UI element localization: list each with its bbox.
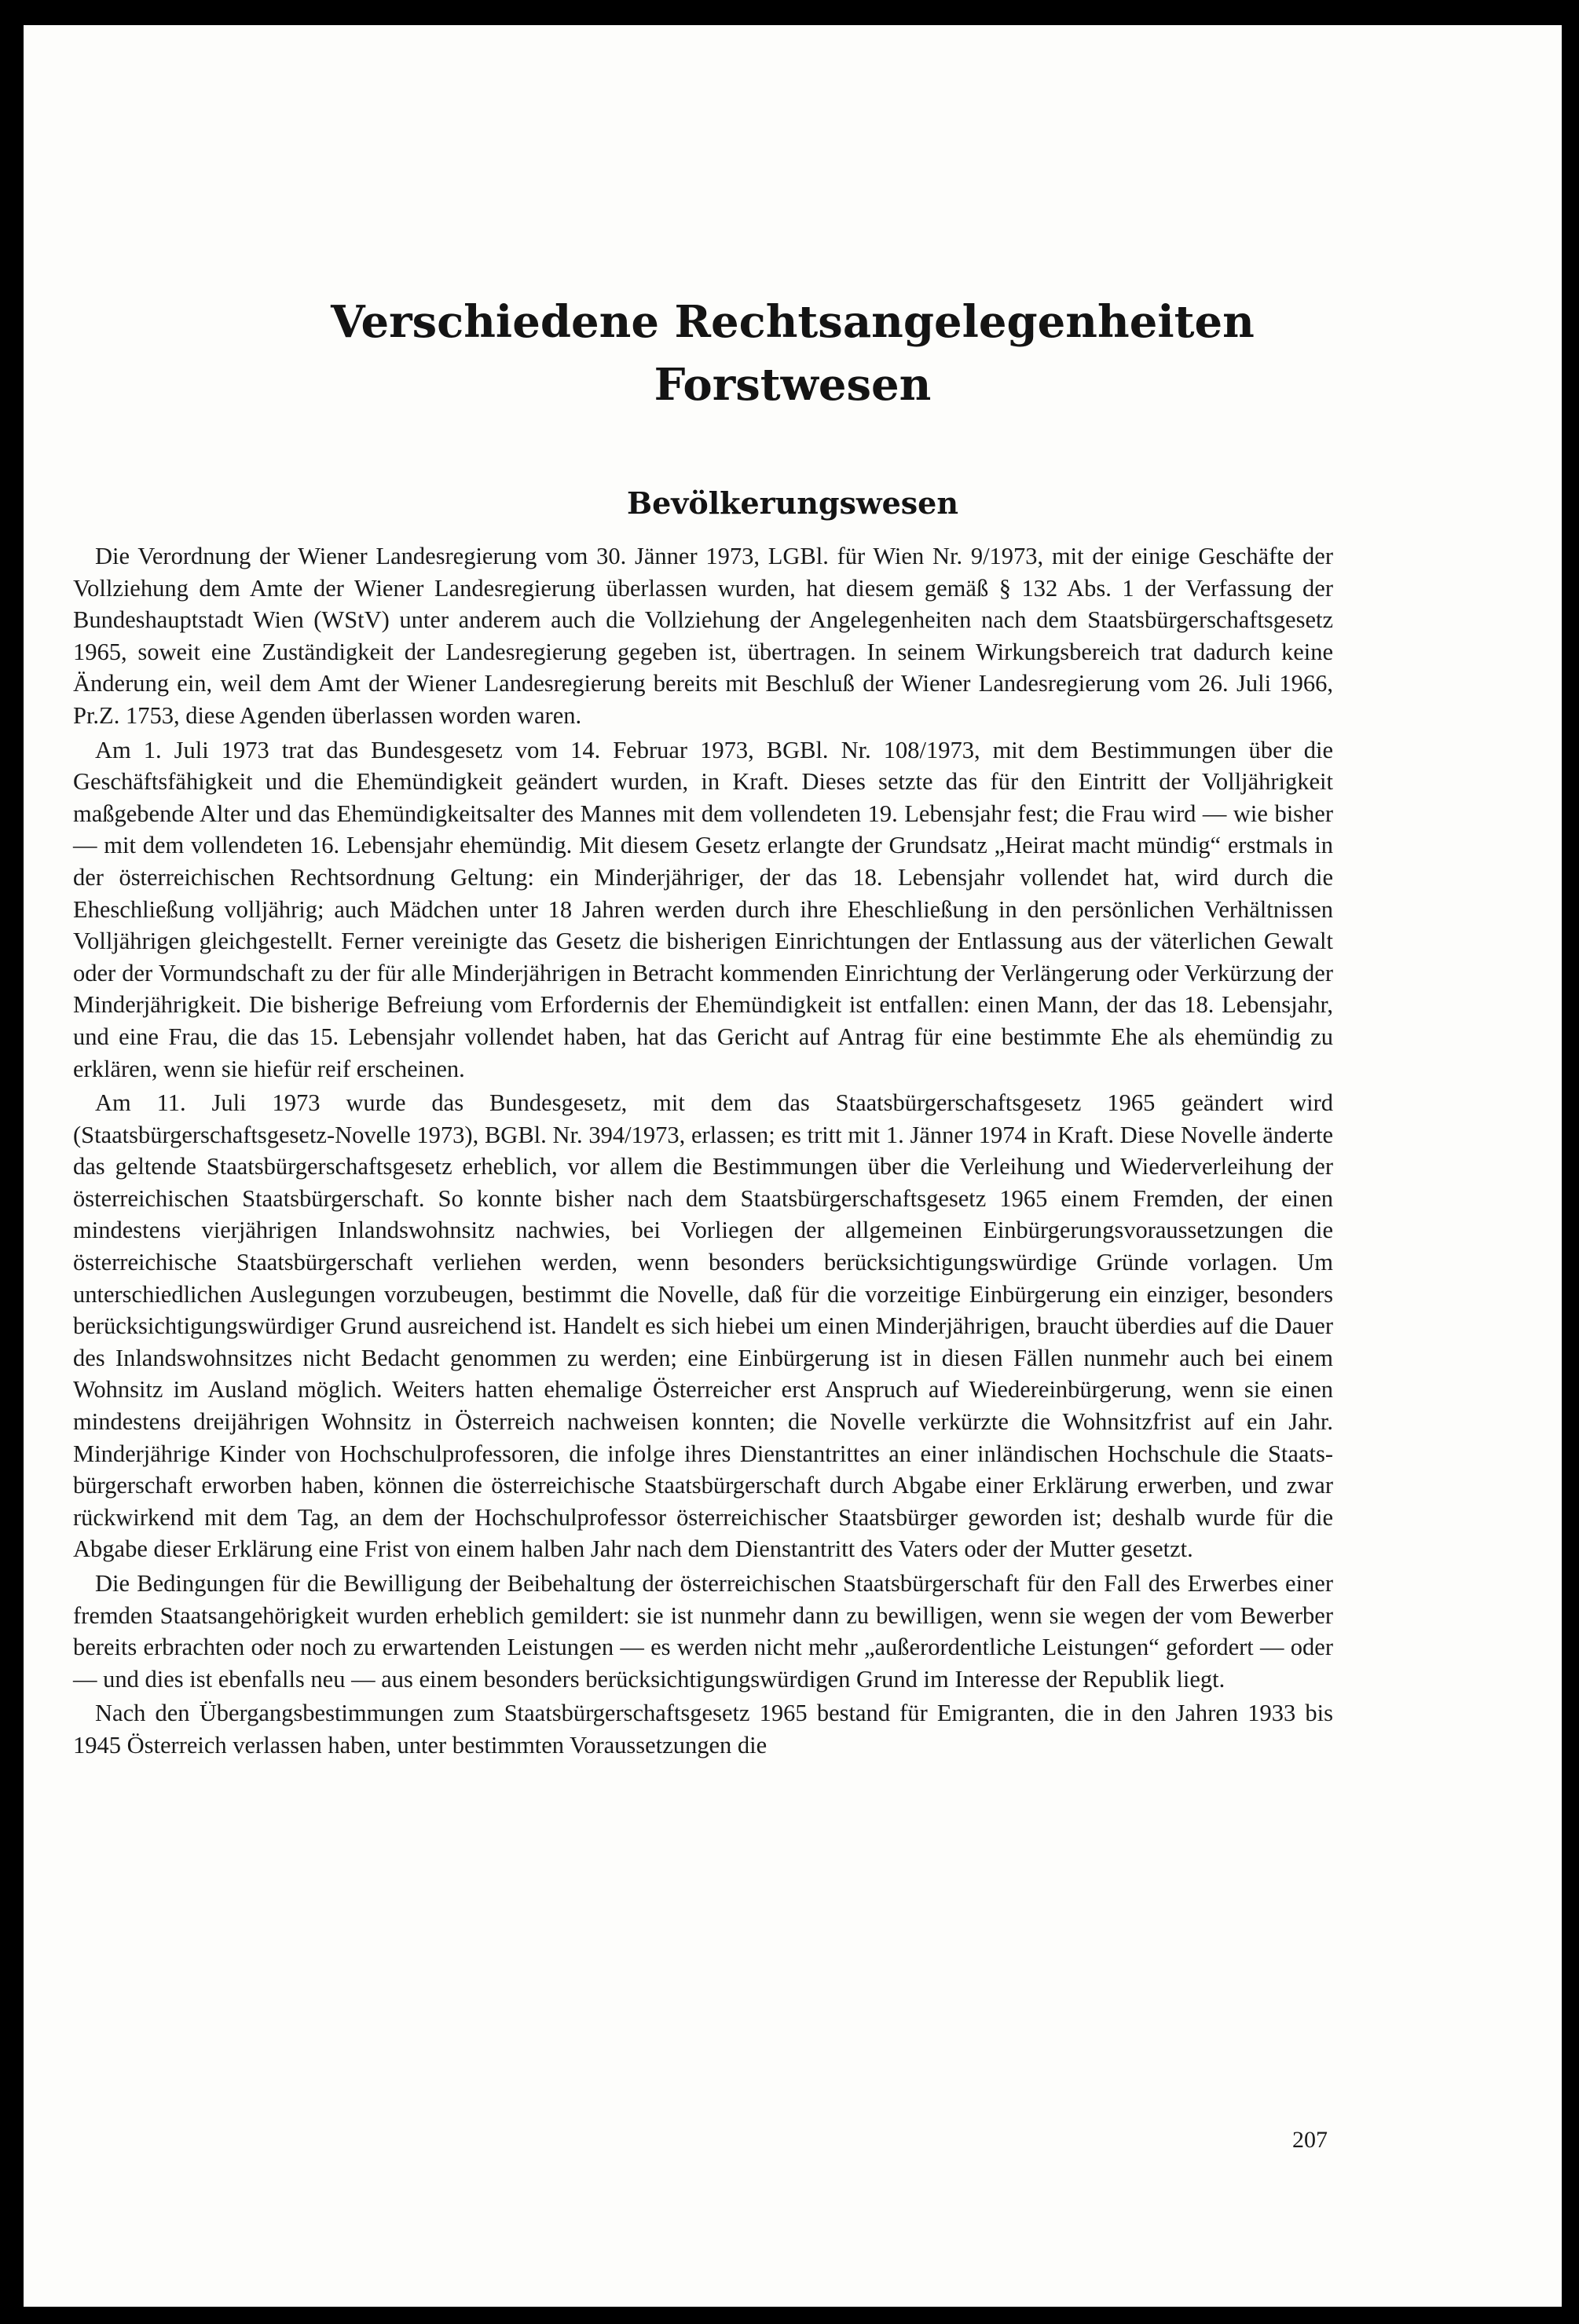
paragraph: Am 11. Juli 1973 wurde das Bundesgesetz, mit dem das Staatsbürgerschaftsgesetz 1965 geändert wird (Staatsbürgerschaftsgesetz-Novelle 1973), BGBl. Nr. 394/1973, erlassen; es tritt mit 1. Jänner 1974 in Kraft. Diese Novelle änderte das geltende Staatsbürgerschaftsgesetz erheblich, vor allem die Bestimmungen über die Verleihung und Wiederverleihung der österreichischen Staatsbürgerschaft. So konnte bisher nach dem Staatsbürgerschaftsgesetz 1965 einem Fremden, der einen mindestens vierjährigen Inlandswohnsitz nachwies, bei Vorliegen der allgemeinen Einbürgerungsvoraussetzungen die österreichische Staatsbürgerschaft verliehen werden, wenn besonders berücksichtigungswürdige Gründe vorlagen. Um unterschiedlichen Auslegungen vorzubeugen, bestimmt die Novelle, daß für die vorzeitige Einbürgerung ein einziger, besonders berücksichtigungswürdiger Grund ausreichend ist. Handelt es sich hiebei um einen Minderjährigen, braucht überdies auf die Dauer des Inlandswohnsitzes nicht Bedacht genommen zu werden; eine Einbürgerung ist in diesen Fällen nunmehr auch bei einem Wohnsitz im Ausland möglich. Weiters hatten ehemalige Österreicher erst Anspruch auf Wiedereinbürgerung, wenn sie einen mindestens dreijährigen Wohnsitz in Österreich nachweisen konnten; die Novelle verkürzte die Wohnsitzfrist auf ein Jahr. Minderjährige Kinder von Hochschulprofessoren, die infolge ihres Dienstantrittes an einer inländischen Hochschule die Staatsbürgerschaft erworben haben, können die österreichische Staatsbürgerschaft durch Abgabe einer Erklärung erwerben, und zwar rückwirkend mit dem Tag, an dem der Hochschulprofessor österreichischer Staatsbürger geworden ist; deshalb wurde für die Abgabe dieser Erklärung eine Frist von einem halben Jahr nach dem Dienstantritt des Vaters oder der Mutter gesetzt. (73, 1089, 1333, 1563)
paragraph: Die Bedingungen für die Bewilligung der Beibehaltung der österreichischen Staatsbürgerschaft für den Fall des Erwerbes einer fremden Staatsangehörigkeit wurden erheblich gemildert: sie ist nunmehr dann zu bewilligen, wenn sie wegen der vom Bewerber bereits erbrachten oder noch zu erwartenden Leistungen — es werden nicht mehr „außerordentliche Leistungen“ gefordert — oder — und dies ist ebenfalls neu — aus einem besonders berücksichtigungswürdigen Grund im Interesse der Republik liegt. (73, 1570, 1333, 1693)
paragraph: Die Verordnung der Wiener Landesregierung vom 30. Jänner 1973, LGBl. für Wien Nr. 9/1973, mit der einige Geschäfte der Vollziehung dem Amte der Wiener Landesregierung überlassen wurden, hat diesem gemäß § 132 Abs. 1 der Verfassung der Bundeshauptstadt Wien (WStV) unter anderem auch die Vollziehung der Angelegenheiten nach dem Staatsbürgerschaftsgesetz 1965, soweit eine Zuständigkeit der Landesregierung gegeben ist, übertragen. In seinem Wirkungsbereich trat dadurch keine Änderung ein, weil dem Amt der Wiener Landesregierung bereits mit Beschluß der Wiener Landesregierung vom 26. Juli 1966, Pr.Z. 1753, diese Agenden überlassen worden waren. (73, 543, 1333, 729)
section-heading: Bevölkerungswesen (627, 485, 958, 521)
document-page (24, 25, 1562, 2307)
page-number: 207 (1292, 2127, 1328, 2153)
body-text (73, 540, 1333, 1764)
page-title: Verschiedene Rechtsangelegenheiten (331, 296, 1255, 348)
paragraph: Am 1. Juli 1973 trat das Bundesgesetz vom 14. Februar 1973, BGBl. Nr. 108/1973, mit dem Bestimmungen über die Geschäftsfähigkeit und die Ehemündigkeit geändert wurden, in Kraft. Dieses setzte das für den Eintritt der Volljährigkeit maßgebende Alter und das Ehemündigkeitsalter des Mannes mit dem vollendeten 19. Lebensjahr fest; die Frau wird — wie bisher — mit dem vollendeten 16. Lebensjahr ehemündig. Mit diesem Gesetz erlangte der Grundsatz „Heirat macht mündig“ erstmals in der österreichischen Rechtsordnung Geltung: ein Minderjähriger, der das 18. Lebensjahr vollendet hat, wird durch die Eheschließung volljährig; auch Mädchen unter 18 Jahren werden durch ihre Eheschließung in den persönlichen Verhältnissen Volljährigen gleichgestellt. Ferner vereinigte das Gesetz die bisherigen Einrichtungen der Entlassung aus der väterlichen Gewalt oder der Vormundschaft zu der für alle Minderjährigen in Betracht kommenden Einrichtung der Verlängerung oder Verkürzung der Minderjährigkeit. Die bisherige Befreiung vom Erfordernis der Ehemündigkeit ist entfallen: einen Mann, der das 18. Lebensjahr, und eine Frau, die das 15. Lebensjahr vollendet haben, hat das Gericht auf Antrag für eine bestimmte Ehe als ehemündig zu erklären, wenn sie hiefür reif erscheinen. (73, 736, 1333, 1082)
page-subtitle: Forstwesen (654, 359, 932, 411)
title-block (24, 291, 1562, 416)
paragraph: Nach den Übergangsbestimmungen zum Staatsbürgerschaftsgesetz 1965 bestand für Emigranten, die in den Jahren 1933 bis 1945 Österreich verlassen haben, unter bestimmten Voraussetzungen die (73, 1700, 1333, 1759)
